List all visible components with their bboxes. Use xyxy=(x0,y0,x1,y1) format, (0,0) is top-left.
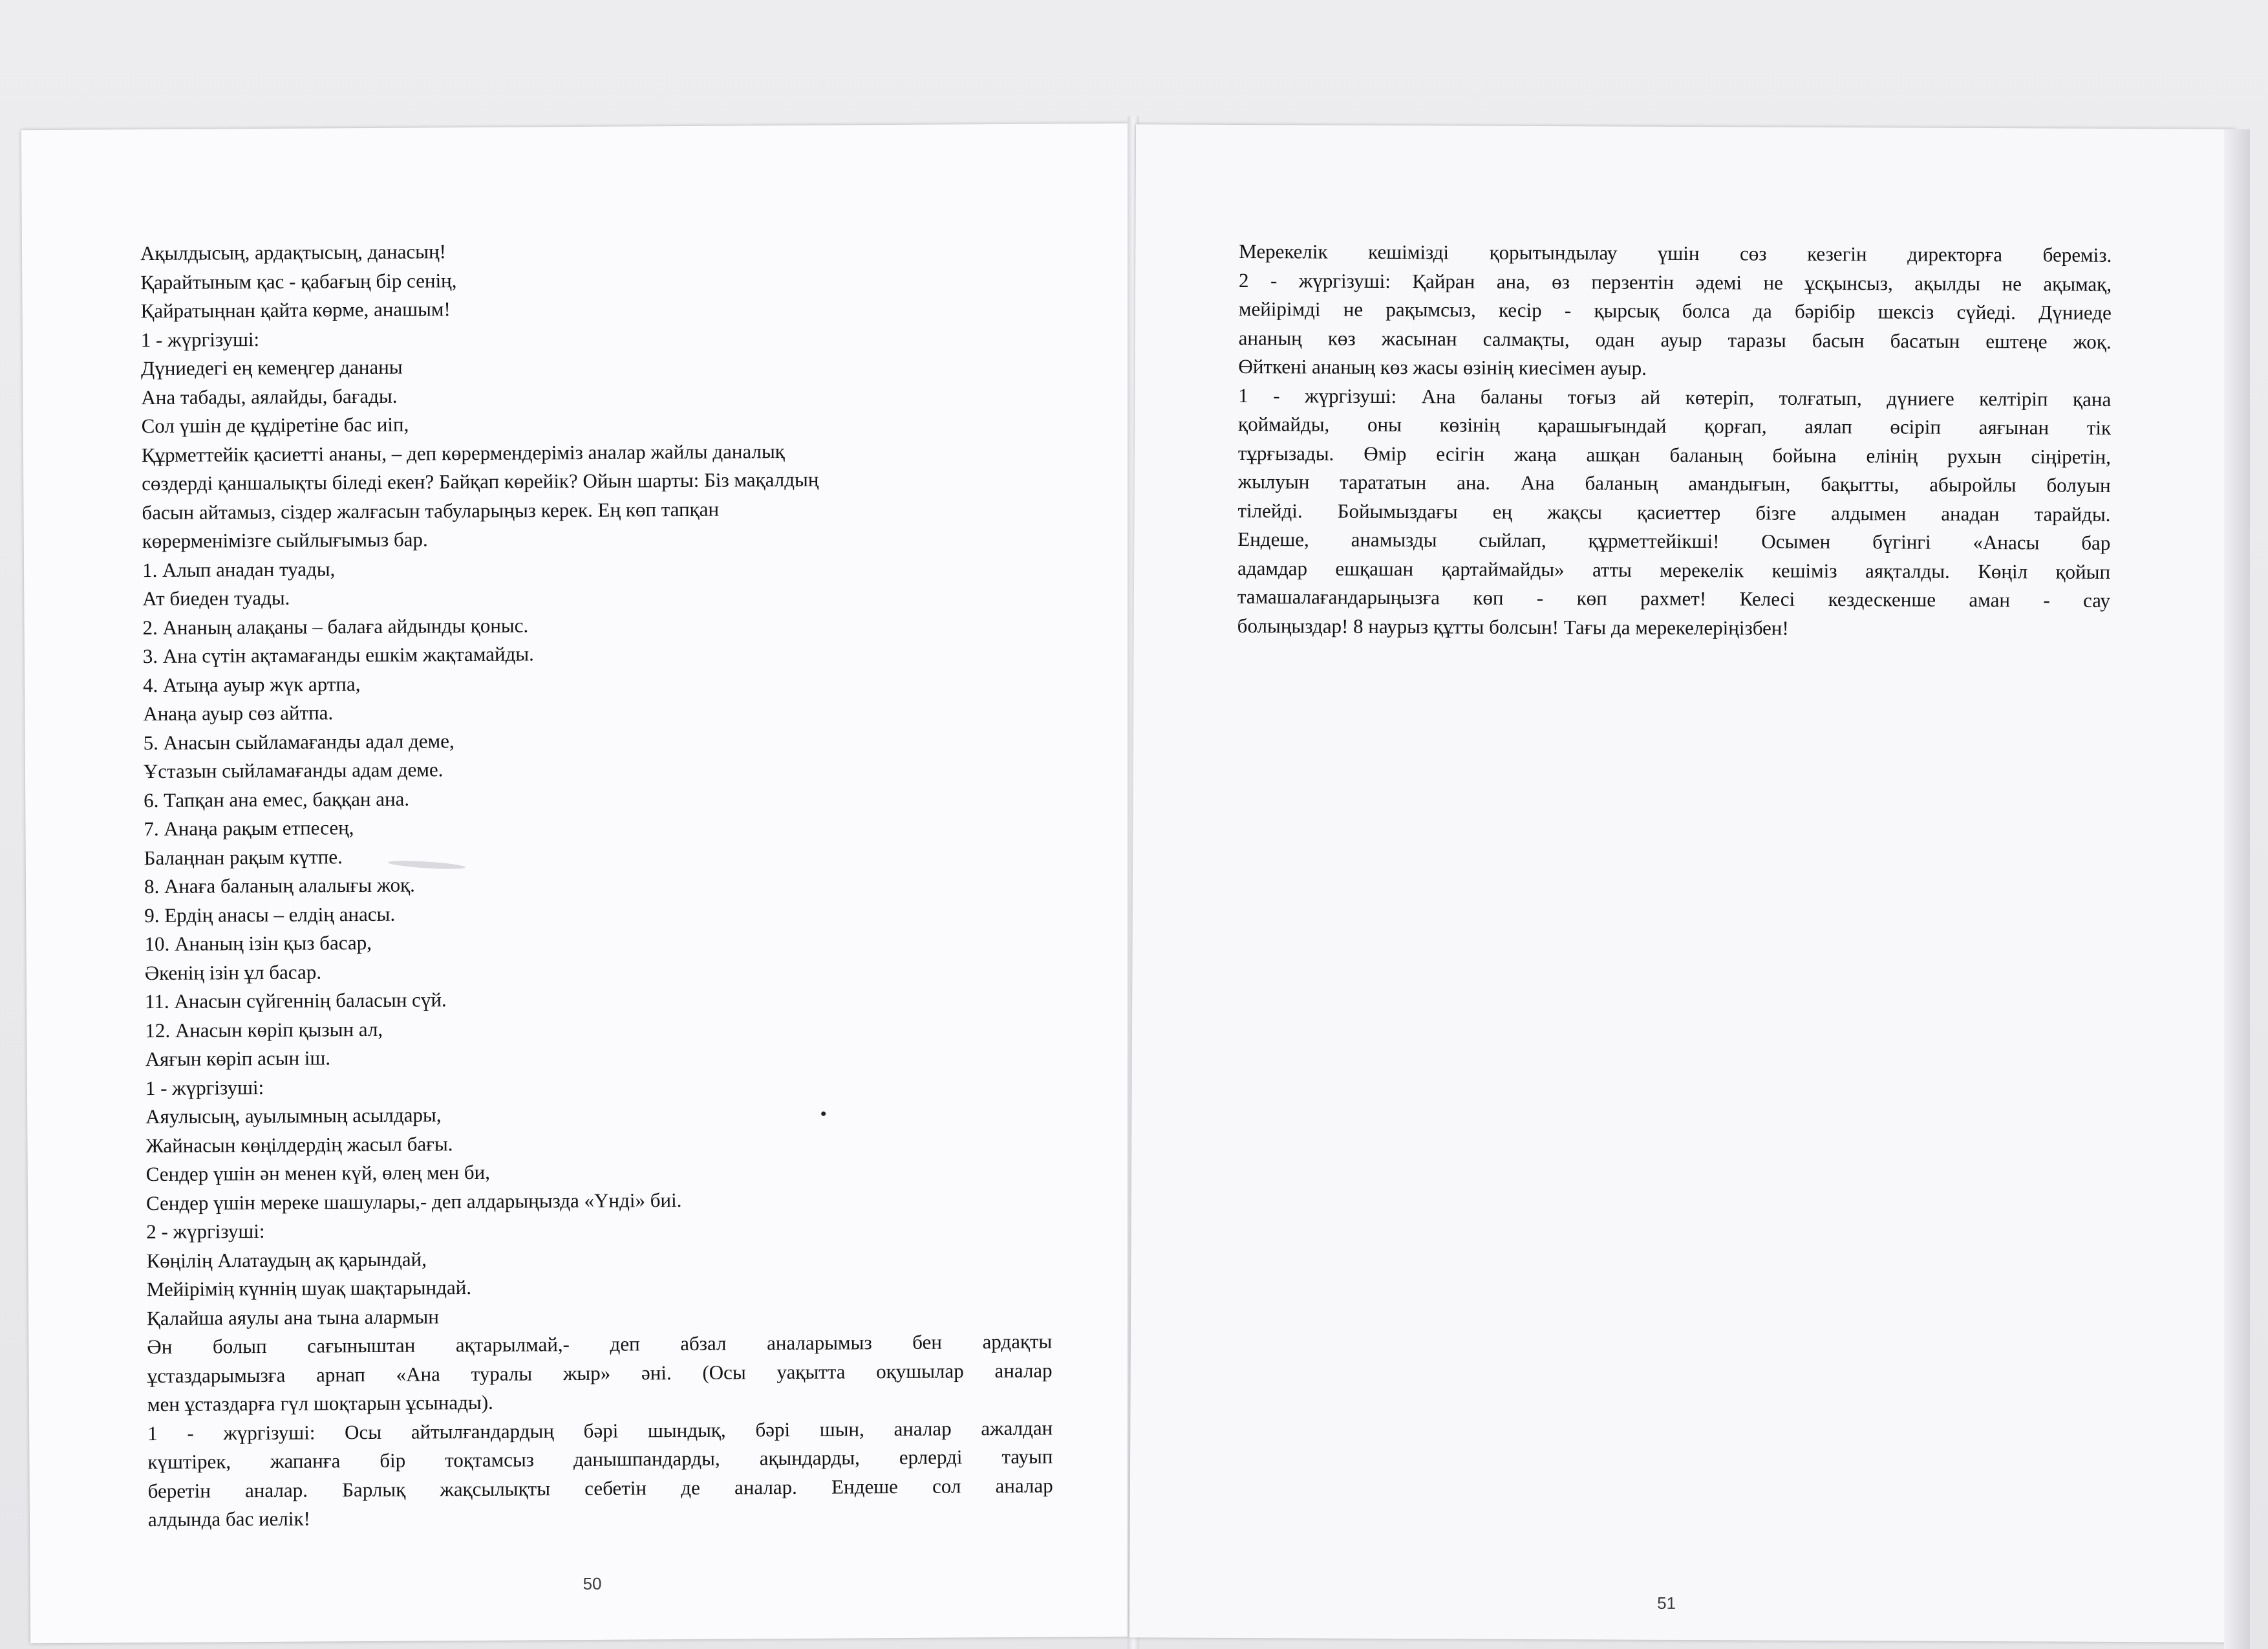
closing-paragraph-line: жылуын тарататын ана. Ана баланың амандығын, бақытты, абыройлы болуын xyxy=(1237,469,2111,497)
director-paragraph-line: ананың көз жасынан салмақты, одан ауыр таразы басын басатын ештеңе жоқ. xyxy=(1238,326,2112,353)
director-paragraph-line: мейірімді не рақымсыз, кесір - қырсық болса да бәрібір шексіз сүйеді. Дүниеде xyxy=(1238,297,2112,324)
director-paragraph-line: 2 - жүргізуші: Қайран ана, өз перзентін әдемі не ұсқынсыз, ақылды не ақымақ, xyxy=(1238,268,2112,296)
page-number: 50 xyxy=(583,1573,602,1593)
song-paragraph-line: Ән болып сағыныштан ақтарылмай,- деп абзал аналарымыз бен ардақты xyxy=(147,1330,1053,1359)
text-line: Құрметтейік қасиетті ананы, – деп көрермендеріміз аналар жайлы даналық xyxy=(141,439,785,466)
song-paragraph-line: мен ұстаздарға гүл шоқтарын ұсынады). xyxy=(147,1390,493,1416)
poem-line: Ақылдысың, ардақтысың, данасың! xyxy=(140,240,447,265)
proverb-line: 4. Атыңа ауыр жүк артпа, xyxy=(143,672,361,696)
proverb-line: 3. Ана сүтін ақтамағанды ешкім жақтамайды. xyxy=(142,642,534,668)
text-line: көрерменімізге сыйлығымыз бар. xyxy=(142,528,428,553)
proverb-line: Анаңа ауыр сөз айтпа. xyxy=(143,701,334,726)
proverb-line: Балаңнан рақым күтпе. xyxy=(144,845,343,869)
host-paragraph-line: беретін аналар. Барлық жақсылықты себетін де аналар. Ендеше сол аналар xyxy=(147,1474,1053,1502)
proverb-line: 9. Ердің анасы – елдің анасы. xyxy=(144,902,396,927)
closing-paragraph-line: тілейді. Бойымыздағы ең жақсы қасиеттер бізге алдымен анадан тарайды. xyxy=(1237,499,2111,526)
left-page xyxy=(21,124,1137,1643)
page-edge-shadow xyxy=(2224,129,2250,1649)
right-page-text xyxy=(1237,237,2112,644)
text-line: басын айтамыз, сіздер жалғасын табуларыңыз керек. Ең көп тапқан xyxy=(142,497,720,524)
proverb-line: 8. Анаға баланың алалығы жоқ. xyxy=(144,873,415,898)
proverb-line: Ұстазын сыйламағанды адам деме. xyxy=(143,758,444,783)
right-page xyxy=(1129,124,2235,1642)
closing-paragraph-line: тамашалағандарыңызға көп - көп рахмет! Келесі кездескенше аман - сау xyxy=(1237,585,2110,612)
host-paragraph-line: алдында бас иелік! xyxy=(147,1507,310,1531)
closing-paragraph-line: адамдар ешқашан қартаймайды» атты мерекелік кешіміз аяқталды. Көңіл қойып xyxy=(1237,556,2111,583)
poem-line: Мейірімің күннің шуақ шақтарындай. xyxy=(146,1276,472,1301)
director-paragraph-line: Өйткені ананың көз жасы өзінің киесімен ауыр. xyxy=(1238,354,1647,380)
proverb-line: 12. Анасын көріп қызын ал, xyxy=(145,1017,383,1042)
poem-line: Ана табады, аялайды, бағады. xyxy=(141,384,398,409)
poem-line: Қайратыңнан қайта көрме, анашым! xyxy=(140,297,451,323)
poem-line: Сендер үшін мереке шашулары,- деп алдарыңызда «Үнді» биі. xyxy=(145,1188,682,1214)
text-line: сөздерді қаншалықты біледі екен? Байқап көрейік? Ойын шарты: Біз мақалдың xyxy=(142,468,819,495)
closing-paragraph-line: қоймайды, оны көзінің қарашығындай қорғап, аялап өсіріп аяғынан тік xyxy=(1238,412,2112,439)
ink-dot xyxy=(821,1112,826,1116)
left-page-text xyxy=(140,234,1053,1535)
proverb-line: Әкенің ізін ұл басар. xyxy=(144,960,322,984)
host-paragraph-line: күштірек, жапанға бір тоқтамсыз данышпандарды, ақындарды, ерлерді тауып xyxy=(147,1445,1053,1474)
proverb-line: Аяғын көріп асын іш. xyxy=(145,1046,331,1071)
page-number: 51 xyxy=(1657,1593,1676,1613)
poem-line: Жайнасын көңілдердің жасыл бағы. xyxy=(145,1132,453,1157)
closing-paragraph-line: Ендеше, анамызды сыйлап, құрметтейікші! Осымен бүгінгі «Анасы бар xyxy=(1237,527,2111,554)
proverb-line: 10. Ананың ізін қыз басар, xyxy=(144,931,372,956)
speaker-label: 1 - жүргізуші: xyxy=(140,327,260,351)
poem-line: Қалайша аяулы ана тына алармын xyxy=(146,1304,439,1330)
proverb-line: 7. Анаңа рақым етпесең, xyxy=(144,816,354,841)
poem-line: Көңілің Алатаудың ақ қарындай, xyxy=(146,1247,427,1272)
poem-line: Сендер үшін ән менен күй, өлең мен би, xyxy=(145,1160,491,1186)
poem-line: Аяулысың, ауылымның асылдары, xyxy=(145,1103,442,1128)
proverb-line: 5. Анасын сыйламағанды адал деме, xyxy=(143,729,455,754)
speaker-label: 1 - жүргізуші: xyxy=(145,1075,264,1099)
poem-line: Қарайтыным қас - қабағың бір сенің, xyxy=(140,268,457,294)
proverb-line: 11. Анасын сүйгеннің баласын сүй. xyxy=(144,988,447,1013)
closing-paragraph-line: 1 - жүргізуші: Ана баланы тоғыз ай көтеріп, толғатып, дүниеге келтіріп қана xyxy=(1238,383,2112,411)
proverb-line: 2. Ананың алақаны – балаға айдынды қоныс. xyxy=(142,613,529,639)
speaker-label: 2 - жүргізуші: xyxy=(146,1219,265,1244)
closing-paragraph-line: тұрғызады. Өмір есігін жаңа ашқан баланың бойына елінің рухын сіңіретін, xyxy=(1237,441,2111,468)
poem-line: Сол үшін де құдіретіне бас иіп, xyxy=(141,413,409,438)
proverb-line: Ат биеден туады. xyxy=(142,586,290,610)
host-paragraph-line: 1 - жүргізуші: Осы айтылғандардың бәрі шындық, бәрі шын, аналар ажалдан xyxy=(147,1416,1053,1445)
director-paragraph-line: Мерекелік кешімізді қорытындылау үшін сөз кезегін директорға береміз. xyxy=(1239,239,2112,266)
poem-line: Дүниедегі ең кемеңгер дананы xyxy=(141,355,403,380)
proverb-line: 6. Тапқан ана емес, баққан ана. xyxy=(144,787,410,812)
closing-paragraph-line: болыңыздар! 8 наурыз құтты болсын! Тағы да мерекелеріңізбен! xyxy=(1237,614,1789,640)
proverb-line: 1. Алып анадан туады, xyxy=(142,557,336,581)
song-paragraph-line: ұстаздарымызға арнап «Ана туралы жыр» әні. (Осы уақытта оқушылар аналар xyxy=(147,1359,1053,1387)
